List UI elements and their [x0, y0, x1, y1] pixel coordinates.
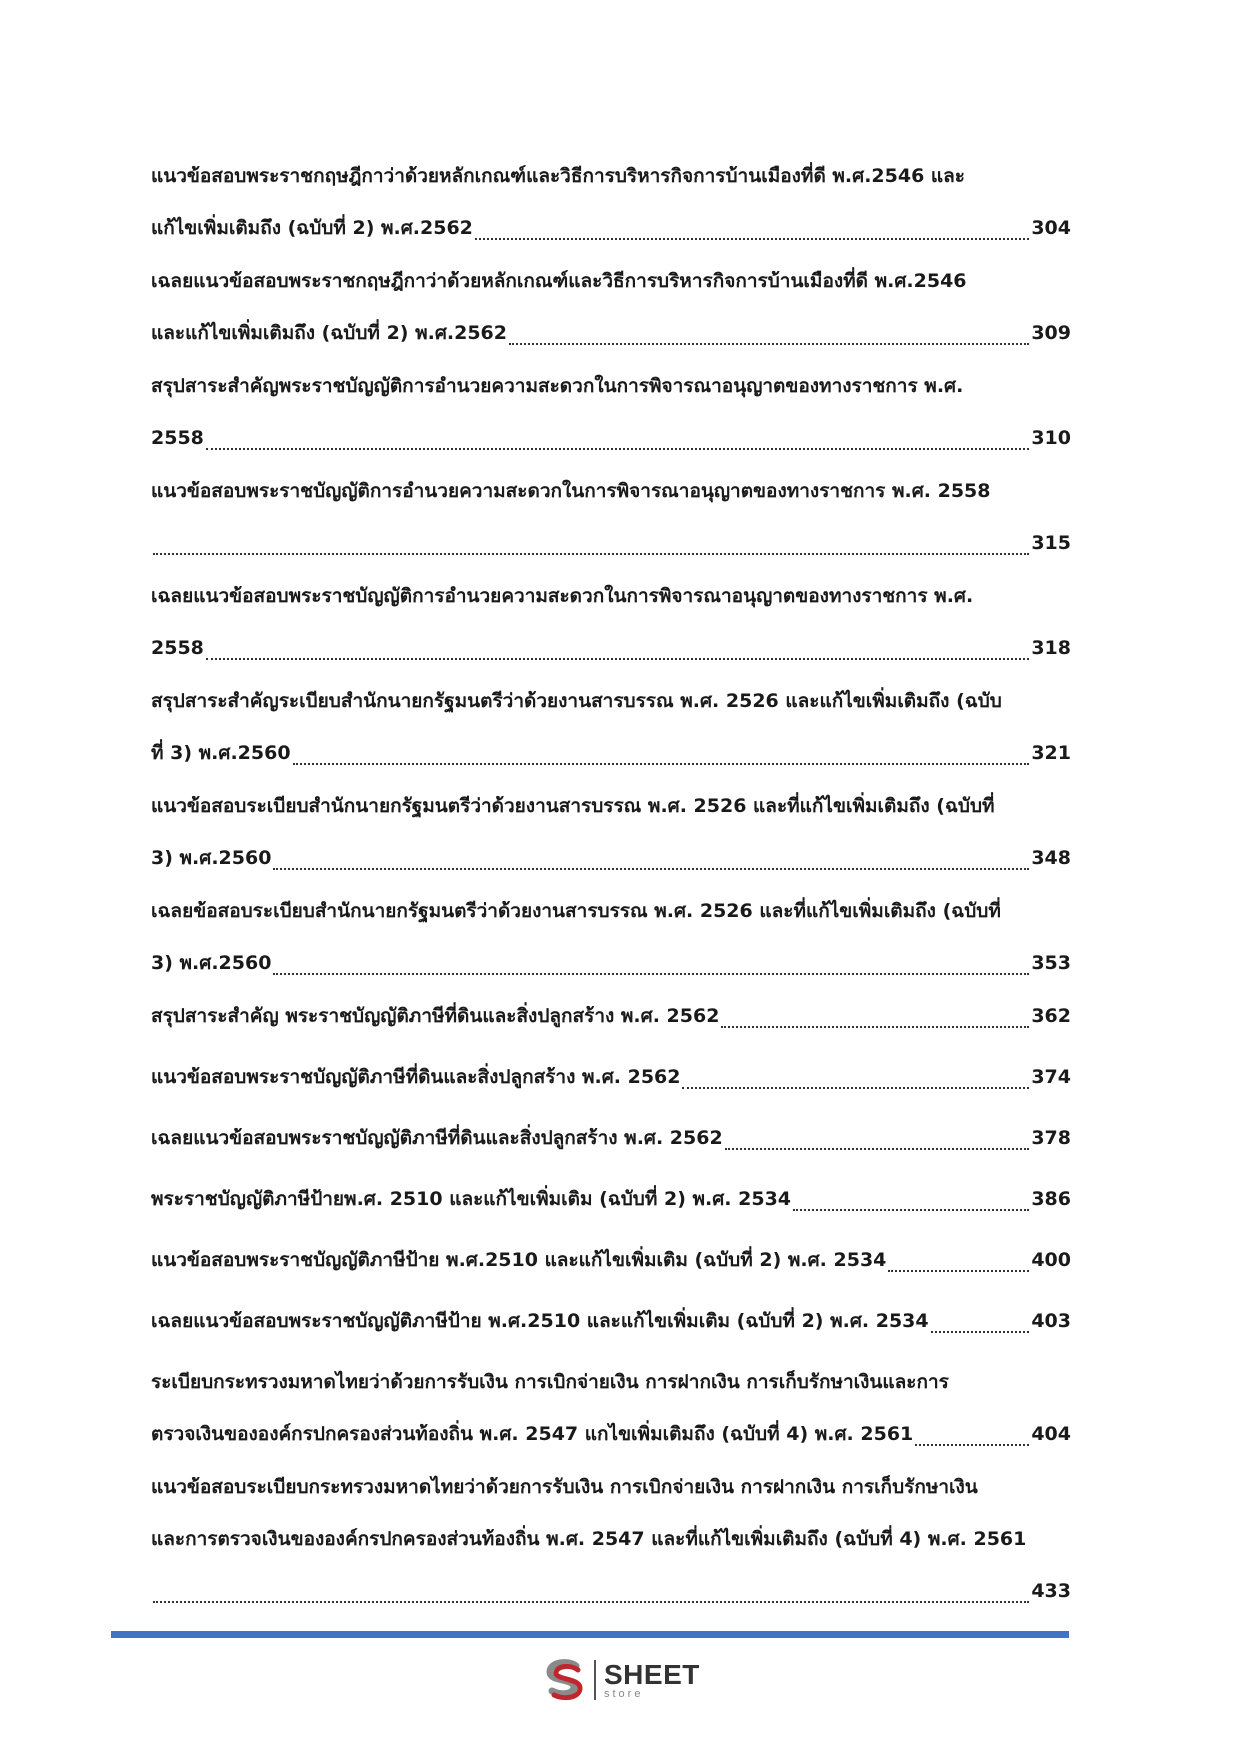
toc-page-number: 309 — [1031, 322, 1071, 344]
toc-entry-title-line: และการตรวจเงินขององค์กรปกครองส่วนท้องถิ่น พ.ศ. 2547 และที่แก้ไขเพิ่มเติมถึง (ฉบับที่ 4) พ.ศ. 2561 — [151, 1528, 1027, 1550]
toc-page-number: 321 — [1031, 742, 1071, 764]
dot-leader — [273, 867, 1029, 870]
toc-entry-title-line: สรุปสาระสำคัญพระราชบัญญัติการอำนวยความสะดวกในการพิจารณาอนุญาตของทางราชการ พ.ศ. — [151, 375, 964, 397]
logo-subword: store — [604, 1687, 644, 1700]
toc-entry-title-line: สรุปสาระสำคัญระเบียบสำนักนายกรัฐมนตรีว่าด้วยงานสารบรรณ พ.ศ. 2526 และแก้ไขเพิ่มเติมถึง (ฉบับ — [151, 690, 1002, 712]
logo-separator — [594, 1660, 596, 1700]
toc-page-number: 310 — [1031, 427, 1071, 449]
dot-leader — [509, 342, 1029, 345]
toc-entry-title-line: เฉลยแนวข้อสอบพระราชกฤษฎีกาว่าด้วยหลักเกณฑ์และวิธีการบริหารกิจการบ้านเมืองที่ดี พ.ศ.2546 — [151, 270, 967, 292]
toc-page-number: 315 — [1031, 532, 1071, 554]
toc-entry-title-last-line: เฉลยแนวข้อสอบพระราชบัญญัติภาษีที่ดินและสิ่งปลูกสร้าง พ.ศ. 2562 — [151, 1127, 723, 1149]
logo-word: SHEET — [604, 1658, 700, 1690]
dot-leader — [475, 237, 1029, 240]
toc-entry[interactable] — [151, 990, 1091, 1050]
toc-entry[interactable] — [151, 1234, 1091, 1294]
dot-leader — [931, 1330, 1030, 1333]
toc-entry-title-line: แนวข้อสอบพระราชบัญญัติการอำนวยความสะดวกในการพิจารณาอนุญาตของทางราชการ พ.ศ. 2558 — [151, 480, 991, 502]
toc-entry-title-last-line: พระราชบัญญัติภาษีป้ายพ.ศ. 2510 และแก้ไขเพิ่มเติม (ฉบับที่ 2) พ.ศ. 2534 — [151, 1188, 792, 1210]
toc-page-number: 386 — [1031, 1188, 1071, 1210]
dot-leader — [721, 1025, 1029, 1028]
toc-entry[interactable] — [151, 465, 1091, 569]
dot-leader — [725, 1147, 1030, 1150]
toc-page-number: 348 — [1031, 847, 1071, 869]
dot-leader — [273, 972, 1029, 975]
toc-entry-title-line: เฉลยข้อสอบระเบียบสำนักนายกรัฐมนตรีว่าด้วยงานสารบรรณ พ.ศ. 2526 และที่แก้ไขเพิ่มเติมถึง (ฉบับที่ — [151, 900, 1001, 922]
toc-page-number: 433 — [1031, 1580, 1071, 1602]
table-of-contents — [151, 150, 1091, 1618]
toc-entry[interactable] — [151, 1112, 1091, 1172]
footer-rule — [111, 1631, 1069, 1638]
toc-entry-title-last-line: 3) พ.ศ.2560 — [151, 847, 272, 869]
toc-entry-title-last-line: เฉลยแนวข้อสอบพระราชบัญญัติภาษีป้าย พ.ศ.2510 และแก้ไขเพิ่มเติม (ฉบับที่ 2) พ.ศ. 2534 — [151, 1310, 929, 1332]
toc-entry-title-last-line: แนวข้อสอบพระราชบัญญัติภาษีที่ดินและสิ่งปลูกสร้าง พ.ศ. 2562 — [151, 1066, 681, 1088]
dot-leader — [153, 1600, 1029, 1603]
toc-page-number: 362 — [1031, 1005, 1071, 1027]
toc-entry[interactable] — [151, 1173, 1091, 1233]
toc-entry-title-line: เฉลยแนวข้อสอบพระราชบัญญัติการอำนวยความสะดวกในการพิจารณาอนุญาตของทางราชการ พ.ศ. — [151, 585, 974, 607]
toc-entry[interactable] — [151, 570, 1091, 674]
dot-leader — [206, 447, 1029, 450]
toc-entry-title-last-line: 3) พ.ศ.2560 — [151, 952, 272, 974]
toc-entry[interactable] — [151, 360, 1091, 464]
toc-entry[interactable] — [151, 255, 1091, 359]
toc-entry-title-line: แนวข้อสอบระเบียบสำนักนายกรัฐมนตรีว่าด้วยงานสารบรรณ พ.ศ. 2526 และที่แก้ไขเพิ่มเติมถึง (ฉบับที่ — [151, 795, 995, 817]
toc-entry[interactable] — [151, 1356, 1091, 1460]
dot-leader — [793, 1208, 1029, 1211]
toc-entry-title-line: ระเบียบกระทรวงมหาดไทยว่าด้วยการรับเงิน การเบิกจ่ายเงิน การฝากเงิน การเก็บรักษาเงินและการ — [151, 1371, 949, 1393]
toc-page-number: 404 — [1031, 1423, 1071, 1445]
toc-page-number: 353 — [1031, 952, 1071, 974]
toc-entry-title-last-line: แก้ไขเพิ่มเติมถึง (ฉบับที่ 2) พ.ศ.2562 — [151, 217, 473, 239]
toc-entry-title-line: แนวข้อสอบพระราชกฤษฎีกาว่าด้วยหลักเกณฑ์และวิธีการบริหารกิจการบ้านเมืองที่ดี พ.ศ.2546 และ — [151, 165, 966, 187]
dot-leader — [915, 1443, 1029, 1446]
toc-entry-title-last-line: 2558 — [151, 637, 204, 659]
toc-page-number: 318 — [1031, 637, 1071, 659]
toc-entry-title-last-line: สรุปสาระสำคัญ พระราชบัญญัติภาษีที่ดินและสิ่งปลูกสร้าง พ.ศ. 2562 — [151, 1005, 720, 1027]
dot-leader — [293, 762, 1030, 765]
toc-entry[interactable] — [151, 150, 1091, 254]
toc-page-number: 304 — [1031, 217, 1071, 239]
toc-entry[interactable] — [151, 885, 1091, 989]
sheet-store-logo — [540, 1656, 700, 1704]
toc-entry[interactable] — [151, 675, 1091, 779]
dot-leader — [888, 1269, 1029, 1272]
toc-page-number: 378 — [1031, 1127, 1071, 1149]
toc-page-number: 403 — [1031, 1310, 1071, 1332]
toc-entry[interactable] — [151, 1051, 1091, 1111]
dot-leader — [206, 657, 1029, 660]
dot-leader — [153, 552, 1029, 555]
toc-page-number: 374 — [1031, 1066, 1071, 1088]
toc-entry[interactable] — [151, 1461, 1091, 1617]
toc-page-number: 400 — [1031, 1249, 1071, 1271]
toc-entry[interactable] — [151, 780, 1091, 884]
toc-entry-title-last-line: แนวข้อสอบพระราชบัญญัติภาษีป้าย พ.ศ.2510 และแก้ไขเพิ่มเติม (ฉบับที่ 2) พ.ศ. 2534 — [151, 1249, 887, 1271]
logo-wordmark — [604, 1658, 700, 1700]
toc-entry-title-last-line: 2558 — [151, 427, 204, 449]
sheet-s-logo-icon — [540, 1656, 588, 1704]
dot-leader — [682, 1086, 1029, 1089]
toc-entry-title-line: แนวข้อสอบระเบียบกระทรวงมหาดไทยว่าด้วยการรับเงิน การเบิกจ่ายเงิน การฝากเงิน การเก็บรักษาเงิน — [151, 1476, 978, 1498]
toc-entry-title-last-line: ตรวจเงินขององค์กรปกครองส่วนท้องถิ่น พ.ศ. 2547 แกไขเพิ่มเติมถึง (ฉบับที่ 4) พ.ศ. 2561 — [151, 1423, 914, 1445]
toc-entry-title-last-line: ที่ 3) พ.ศ.2560 — [151, 742, 291, 764]
toc-entry[interactable] — [151, 1295, 1091, 1355]
toc-entry-title-last-line: และแก้ไขเพิ่มเติมถึง (ฉบับที่ 2) พ.ศ.2562 — [151, 322, 507, 344]
